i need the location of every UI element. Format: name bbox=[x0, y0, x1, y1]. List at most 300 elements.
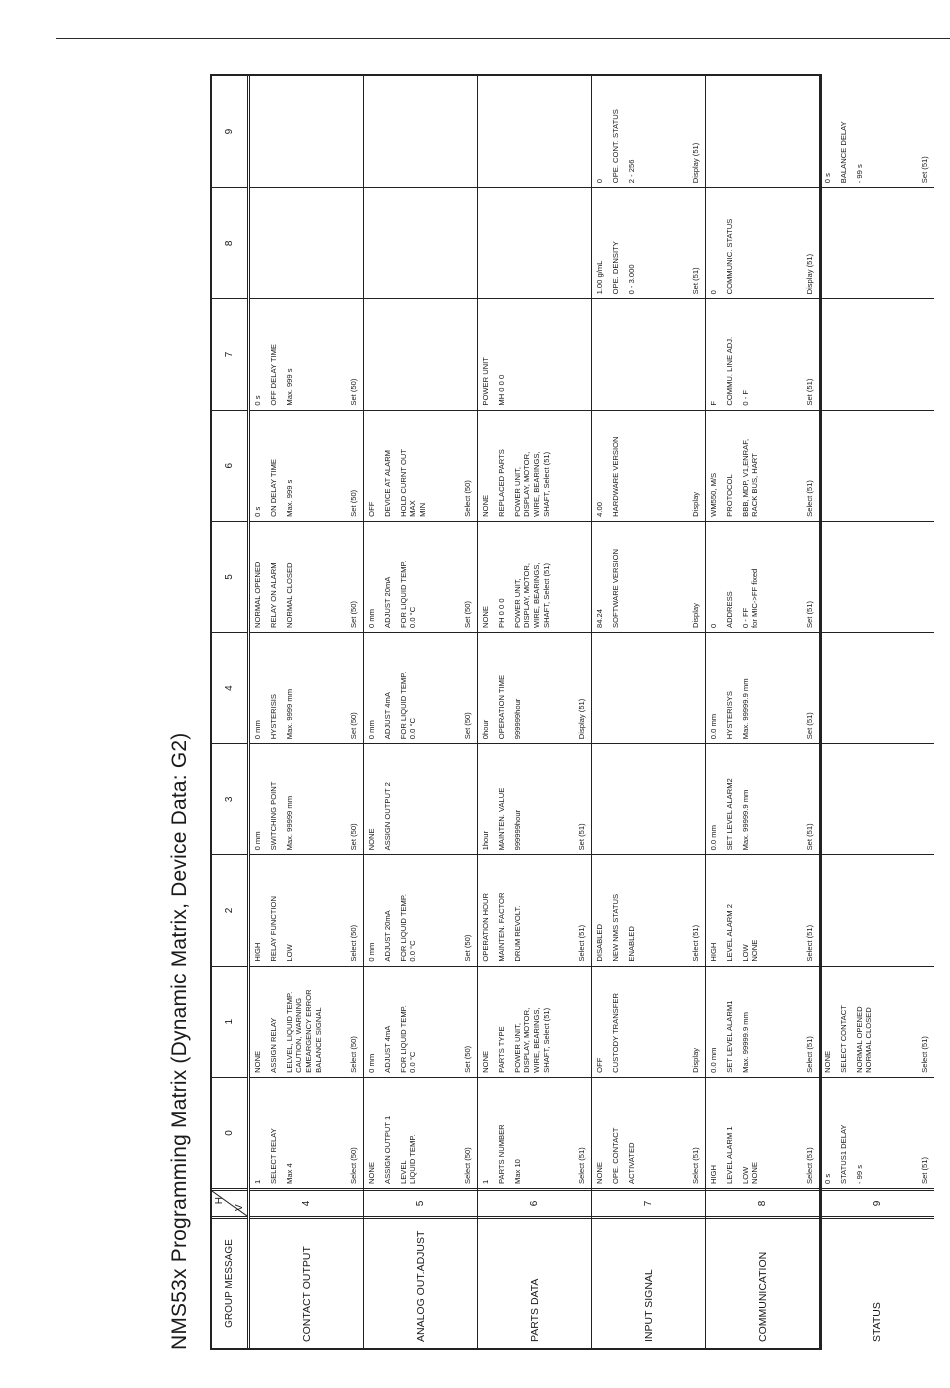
column-header-3: 3 bbox=[212, 743, 247, 854]
cell-access-mode: Display bbox=[691, 1047, 701, 1073]
cell-function-name bbox=[383, 191, 393, 294]
cell-default-value: NONE bbox=[253, 1050, 262, 1073]
cell-function-name bbox=[611, 636, 621, 739]
v-index-cell: 6 bbox=[478, 1188, 591, 1216]
cell-default-value: 0 mm bbox=[367, 1053, 376, 1073]
group-message-cell: CONTACT OUTPUT bbox=[250, 1216, 363, 1348]
cell-default-value: OPERATION HOUR bbox=[481, 892, 490, 962]
cell-access-mode: Display bbox=[691, 603, 701, 628]
cell-default-value bbox=[823, 302, 833, 405]
cell-default-value: NONE bbox=[481, 494, 490, 517]
column-header-5: 5 bbox=[212, 521, 247, 632]
cell-default-value: 1 bbox=[481, 1179, 490, 1184]
matrix-cell bbox=[364, 298, 477, 409]
table-row bbox=[592, 76, 706, 1348]
cell-range: 999999hour bbox=[512, 809, 522, 851]
cell-function-name: OPE. DENSITY bbox=[610, 241, 620, 295]
table-row bbox=[364, 76, 478, 1348]
matrix-cell bbox=[364, 1077, 477, 1188]
cell-range bbox=[855, 525, 865, 628]
matrix-cell bbox=[478, 187, 591, 298]
matrix-cell bbox=[478, 854, 591, 965]
cell-default-value: WM550, M/S bbox=[709, 472, 718, 517]
cell-access-mode: Set (51) bbox=[920, 156, 930, 184]
cell-function-name bbox=[611, 302, 621, 405]
cell-default-value: OFF bbox=[367, 501, 376, 517]
cell-default-value: NONE bbox=[367, 828, 376, 851]
h-label: H bbox=[214, 1197, 225, 1205]
matrix-cell bbox=[706, 521, 819, 632]
cell-function-name bbox=[725, 79, 735, 183]
cell-default-value: DISABLED bbox=[595, 924, 604, 962]
matrix-cell bbox=[364, 76, 477, 187]
cell-range: Max. 99999.9 mm bbox=[740, 678, 750, 740]
cell-function-name bbox=[839, 525, 849, 628]
cell-default-value bbox=[823, 747, 833, 850]
matrix-cell bbox=[820, 966, 934, 1077]
cell-function-name: LEVEL ALARM 2 bbox=[724, 904, 734, 962]
cell-range bbox=[627, 747, 637, 850]
cell-access-mode: Set (51) bbox=[691, 267, 701, 295]
matrix-cell bbox=[592, 187, 705, 298]
cell-default-value bbox=[823, 414, 833, 517]
cell-default-value: 0 bbox=[595, 178, 604, 184]
column-header-1: 1 bbox=[212, 966, 247, 1077]
cell-access-mode: Set (51) bbox=[805, 712, 815, 740]
column-header-2: 2 bbox=[212, 854, 247, 965]
matrix-cell bbox=[820, 410, 934, 521]
v-index-cell: 8 bbox=[706, 1188, 819, 1216]
cell-range: - 99 s bbox=[854, 1165, 864, 1184]
matrix-cell bbox=[592, 966, 705, 1077]
matrix-cell bbox=[706, 854, 819, 965]
cell-function-name bbox=[383, 302, 393, 405]
cell-function-name bbox=[839, 747, 849, 850]
cell-access-mode: Set (50) bbox=[349, 823, 359, 851]
cell-range: BBB, MDP, V1,ENRAF, RACK BUS, HART bbox=[740, 438, 760, 517]
matrix-cell bbox=[250, 521, 363, 632]
cell-range bbox=[741, 191, 751, 294]
cell-function-name bbox=[839, 191, 849, 294]
matrix-cell bbox=[820, 298, 934, 409]
cell-range: 0 - F bbox=[740, 389, 750, 406]
cell-access-mode: Display (51) bbox=[691, 142, 701, 184]
matrix-cell bbox=[706, 187, 819, 298]
cell-range: POWER UNIT, DISPLAY, MOTOR, WIRE, BEARINGS, SHAFT, Select (51) bbox=[512, 1007, 551, 1073]
group-message-cell: ANALOG OUT.ADJUST bbox=[364, 1216, 477, 1348]
cell-function-name: ADDRESS bbox=[724, 591, 734, 628]
v-label: V bbox=[234, 1204, 245, 1211]
matrix-cell bbox=[592, 854, 705, 965]
cell-range: 2 - 256 bbox=[626, 159, 636, 184]
cell-default-value: HIGH bbox=[709, 942, 718, 962]
cell-access-mode: Select (51) bbox=[577, 924, 587, 962]
cell-default-value: 0 s bbox=[253, 395, 262, 406]
group-message-cell: COMMUNICATION bbox=[706, 1216, 819, 1348]
cell-range bbox=[513, 79, 523, 183]
matrix-cell bbox=[706, 1077, 819, 1188]
v-index-cell: 5 bbox=[364, 1188, 477, 1216]
cell-function-name bbox=[839, 414, 849, 517]
cell-range: Max 4 bbox=[284, 1163, 294, 1184]
cell-function-name: ASSIGN OUTPUT 1 bbox=[382, 1115, 392, 1184]
cell-default-value: HIGH bbox=[709, 1165, 718, 1184]
column-header-0: 0 bbox=[212, 1077, 247, 1188]
cell-function-name: BALANCE DELAY bbox=[838, 121, 848, 184]
cell-function-name bbox=[269, 79, 279, 183]
matrix-cell bbox=[706, 76, 819, 187]
cell-access-mode: Select (51) bbox=[691, 1147, 701, 1184]
matrix-cell bbox=[478, 521, 591, 632]
cell-range: ACTIVATED bbox=[626, 1142, 636, 1184]
cell-default-value: 0 bbox=[709, 290, 718, 295]
matrix-cell bbox=[364, 632, 477, 743]
matrix-cell bbox=[706, 298, 819, 409]
cell-range: 0 - FF for MIC->FF fixed bbox=[740, 568, 760, 628]
column-header-7: 7 bbox=[212, 298, 247, 409]
cell-function-name: RELAY ON ALARM bbox=[268, 562, 278, 628]
column-header-8: 8 bbox=[212, 187, 247, 298]
cell-default-value bbox=[595, 747, 605, 850]
cell-range: FOR LIQUID TEMP. 0.0 °C bbox=[398, 1005, 418, 1073]
matrix-cell bbox=[478, 298, 591, 409]
cell-function-name: SELECT RELAY bbox=[268, 1128, 278, 1184]
matrix-cell bbox=[478, 632, 591, 743]
cell-access-mode: Set (50) bbox=[463, 600, 473, 628]
cell-function-name: OPERATION TIME bbox=[496, 674, 506, 740]
matrix-cell bbox=[592, 521, 705, 632]
cell-function-name bbox=[611, 747, 621, 850]
cell-default-value: 0 mm bbox=[367, 720, 376, 740]
cell-function-name: ADJUST 20mA bbox=[382, 576, 392, 628]
cell-range: LOW bbox=[284, 944, 294, 962]
cell-range bbox=[855, 747, 865, 850]
cell-range bbox=[627, 636, 637, 739]
cell-function-name: OPE. CONT. STATUS bbox=[610, 109, 620, 184]
cell-default-value: OFF bbox=[595, 1057, 604, 1073]
matrix-cell bbox=[364, 187, 477, 298]
cell-range: LOW NONE bbox=[740, 1162, 760, 1184]
matrix-cell bbox=[250, 76, 363, 187]
cell-function-name: OPE. CONTACT bbox=[610, 1127, 620, 1184]
matrix-cell bbox=[820, 1077, 934, 1188]
cell-access-mode: Set (51) bbox=[577, 823, 587, 851]
group-message-cell: STATUS bbox=[820, 1216, 934, 1348]
cell-access-mode: Set (50) bbox=[349, 378, 359, 406]
matrix-cell bbox=[820, 521, 934, 632]
cell-range: NORMAL OPENED NORMAL CLOSED bbox=[854, 1006, 874, 1073]
cell-function-name: PROTOCOL bbox=[724, 474, 734, 517]
cell-range: Max. 99999 mm bbox=[284, 795, 294, 851]
cell-access-mode: Select (50) bbox=[349, 1036, 359, 1073]
cell-default-value: 0.0 mm bbox=[709, 1047, 718, 1073]
cell-range: FOR LIQUID TEMP. 0.0 °C bbox=[398, 671, 418, 740]
matrix-cell bbox=[592, 1077, 705, 1188]
cell-function-name: ADJUST 20mA bbox=[382, 910, 392, 962]
cell-default-value: 0 s bbox=[253, 506, 262, 517]
cell-access-mode: Select (50) bbox=[463, 1147, 473, 1184]
cell-range: POWER UNIT, DISPLAY, MOTOR, WIRE, BEARINGS, SHAFT, Select (51) bbox=[512, 451, 551, 517]
v-index-cell: 9 bbox=[820, 1188, 934, 1216]
cell-access-mode: Set (50) bbox=[349, 489, 359, 517]
cell-function-name: OFF DELAY TIME bbox=[268, 344, 278, 406]
matrix-cell bbox=[706, 966, 819, 1077]
cell-function-name: HYSTERISYS bbox=[724, 691, 734, 740]
matrix-cell bbox=[364, 743, 477, 854]
cell-range: Max 10 bbox=[512, 1159, 522, 1184]
cell-function-name: CUSTODY TRANSFER bbox=[610, 993, 620, 1073]
matrix-cell bbox=[820, 743, 934, 854]
cell-range: LEVEL LIQUID TEMP. bbox=[398, 1134, 418, 1184]
cell-default-value: NONE bbox=[367, 1162, 376, 1184]
cell-access-mode: Set (51) bbox=[805, 378, 815, 406]
cell-access-mode: Display bbox=[691, 491, 701, 517]
cell-function-name bbox=[497, 79, 507, 183]
cell-range: Max. 9999 mm bbox=[284, 688, 294, 740]
cell-default-value bbox=[595, 636, 605, 739]
column-header-6: 6 bbox=[212, 410, 247, 521]
cell-range bbox=[399, 302, 409, 405]
matrix-cell bbox=[364, 521, 477, 632]
table-header bbox=[212, 76, 250, 1348]
cell-function-name: SWITCHING POINT bbox=[268, 781, 278, 851]
cell-range bbox=[627, 970, 637, 1073]
cell-range bbox=[513, 302, 523, 405]
cell-range: Max. 99999.9 mm bbox=[740, 789, 750, 851]
cell-range bbox=[399, 191, 409, 294]
cell-access-mode: Set (51) bbox=[805, 600, 815, 628]
cell-default-value: NORMAL OPENED bbox=[253, 561, 262, 628]
cell-default-value: 0hour bbox=[481, 719, 490, 740]
matrix-cell bbox=[364, 410, 477, 521]
matrix-cell bbox=[820, 854, 934, 965]
cell-default-value bbox=[367, 191, 377, 294]
matrix-cell bbox=[592, 743, 705, 854]
matrix-cell bbox=[706, 632, 819, 743]
cell-function-name: NEW NMS STATUS bbox=[610, 893, 620, 962]
cell-access-mode: Set (50) bbox=[463, 712, 473, 740]
cell-range: POWER UNIT, DISPLAY, MOTOR, WIRE, BEARINGS, SHAFT, Select (51) bbox=[512, 562, 551, 628]
cell-function-name: ASSIGN OUTPUT 2 bbox=[382, 782, 392, 851]
cell-function-name: COMMU. LINE ADJ. bbox=[724, 336, 734, 406]
matrix-cell bbox=[364, 966, 477, 1077]
cell-range bbox=[855, 191, 865, 294]
cell-default-value bbox=[823, 858, 833, 961]
matrix-cell bbox=[820, 187, 934, 298]
cell-default-value: 0 mm bbox=[367, 942, 376, 962]
cell-function-name: DEVICE AT ALARM bbox=[382, 449, 392, 517]
cell-range bbox=[285, 79, 295, 183]
matrix-cell bbox=[250, 854, 363, 965]
cell-default-value: 1 bbox=[253, 1179, 262, 1184]
cell-function-name: MAINTEN. VALUE bbox=[496, 787, 506, 851]
cell-range: FOR LIQUID TEMP. 0.0 °C bbox=[398, 893, 418, 962]
cell-default-value: 1.00 g/mL bbox=[595, 260, 604, 295]
cell-range bbox=[399, 747, 409, 850]
cell-default-value bbox=[367, 302, 377, 405]
matrix-cell bbox=[820, 632, 934, 743]
cell-function-name: HARDWARE VERSION bbox=[610, 436, 620, 517]
cell-default-value bbox=[253, 79, 263, 183]
cell-default-value: HIGH bbox=[253, 942, 262, 962]
cell-range bbox=[627, 525, 637, 628]
hv-corner-header bbox=[212, 1188, 247, 1216]
cell-range: Max. 999 s bbox=[284, 479, 294, 517]
cell-default-value: NONE bbox=[481, 606, 490, 628]
cell-default-value: 0 mm bbox=[367, 609, 376, 628]
cell-range bbox=[855, 414, 865, 517]
matrix-cell bbox=[706, 410, 819, 521]
cell-default-value: 0 s bbox=[823, 173, 832, 184]
cell-access-mode: Display (51) bbox=[805, 253, 815, 295]
cell-range bbox=[741, 79, 751, 183]
cell-function-name: COMMUNIC. STATUS bbox=[724, 218, 734, 295]
matrix-cell bbox=[478, 76, 591, 187]
column-header-9: 9 bbox=[224, 128, 235, 135]
group-message-header: GROUP MESSAGE bbox=[212, 1216, 247, 1348]
matrix-cell bbox=[478, 1077, 591, 1188]
cell-default-value: NONE bbox=[481, 1050, 490, 1073]
cell-default-value bbox=[709, 79, 719, 183]
cell-function-name: SET LEVEL ALARM1 bbox=[724, 1000, 734, 1073]
cell-access-mode: Set (50) bbox=[349, 600, 359, 628]
matrix-cell bbox=[592, 632, 705, 743]
cell-range: LOW NONE bbox=[740, 939, 760, 962]
matrix-cell bbox=[478, 410, 591, 521]
cell-function-name: STATUS1 DELAY bbox=[838, 1124, 848, 1184]
cell-default-value bbox=[481, 79, 491, 183]
v-index-cell: 7 bbox=[592, 1188, 705, 1216]
cell-function-name: PH 0 0 0 bbox=[496, 598, 506, 628]
cell-default-value: 1hour bbox=[481, 830, 490, 851]
rotated-page bbox=[168, 74, 930, 1350]
matrix-cell bbox=[250, 187, 363, 298]
cell-access-mode: Select (50) bbox=[349, 924, 359, 962]
matrix-cell bbox=[820, 76, 934, 187]
cell-range: Max. 999 s bbox=[284, 368, 294, 406]
cell-access-mode: Set (50) bbox=[463, 934, 473, 962]
cell-range bbox=[513, 191, 523, 294]
cell-access-mode: Select (51) bbox=[577, 1147, 587, 1184]
top-rule bbox=[56, 38, 950, 39]
matrix-cell bbox=[706, 743, 819, 854]
table-row bbox=[820, 76, 934, 1348]
cell-range: - 99 s bbox=[854, 164, 864, 184]
cell-access-mode: Set (51) bbox=[920, 1156, 930, 1184]
cell-range: NORMAL CLOSED bbox=[284, 562, 294, 628]
cell-default-value bbox=[481, 191, 491, 294]
cell-range: Max. 99999.9 mm bbox=[740, 1012, 750, 1073]
cell-function-name: HYSTERISIS bbox=[268, 694, 278, 740]
matrix-cell bbox=[250, 1077, 363, 1188]
cell-range bbox=[285, 191, 295, 294]
cell-function-name: ADJUST 4mA bbox=[382, 1025, 392, 1073]
cell-function-name bbox=[383, 79, 393, 183]
cell-function-name bbox=[497, 191, 507, 294]
cell-access-mode: Set (50) bbox=[349, 712, 359, 740]
matrix-cell bbox=[592, 410, 705, 521]
cell-function-name: REPLACED PARTS bbox=[496, 449, 506, 517]
matrix-cell bbox=[250, 410, 363, 521]
matrix-cell bbox=[478, 743, 591, 854]
cell-function-name: ADJUST 4mA bbox=[382, 692, 392, 740]
cell-access-mode: Set (50) bbox=[463, 1045, 473, 1073]
matrix-cell bbox=[364, 854, 477, 965]
table-row bbox=[478, 76, 592, 1348]
cell-range bbox=[627, 302, 637, 405]
cell-default-value: 0 s bbox=[823, 1173, 832, 1184]
cell-function-name bbox=[839, 302, 849, 405]
cell-access-mode: Select (50) bbox=[349, 1147, 359, 1184]
cell-default-value bbox=[253, 191, 263, 294]
cell-function-name bbox=[839, 858, 849, 961]
cell-range: HOLD CURNT OUT MAX MIN bbox=[398, 449, 428, 517]
cell-default-value: NONE bbox=[595, 1162, 604, 1184]
cell-access-mode: Select (51) bbox=[805, 1147, 815, 1184]
cell-default-value bbox=[367, 79, 377, 183]
group-message-cell: INPUT SIGNAL bbox=[592, 1216, 705, 1348]
cell-default-value: 0 bbox=[709, 623, 718, 628]
cell-access-mode: Select (51) bbox=[920, 1036, 930, 1073]
cell-default-value bbox=[595, 302, 605, 405]
group-message-cell: PARTS DATA bbox=[478, 1216, 591, 1348]
cell-range: DRUM REVOLT. bbox=[512, 905, 522, 962]
table-row bbox=[250, 76, 364, 1348]
cell-default-value: 0.0 mm bbox=[709, 713, 718, 740]
matrix-cell bbox=[250, 632, 363, 743]
cell-function-name: LEVEL ALARM 1 bbox=[724, 1126, 734, 1184]
cell-access-mode: Select (51) bbox=[805, 480, 815, 517]
cell-function-name: SET LEVEL ALARM2 bbox=[724, 778, 734, 851]
cell-access-mode: Select (51) bbox=[805, 924, 815, 962]
cell-function-name: RELAY FUNCTION bbox=[268, 896, 278, 962]
cell-default-value: NONE bbox=[823, 1050, 832, 1073]
cell-default-value bbox=[823, 191, 833, 294]
cell-function-name: PARTS TYPE bbox=[496, 1026, 506, 1073]
cell-default-value: F bbox=[709, 400, 718, 406]
cell-default-value: 84.24 bbox=[595, 608, 604, 628]
cell-default-value: POWER UNIT bbox=[481, 357, 490, 406]
table-row bbox=[706, 76, 820, 1348]
matrix-cell bbox=[478, 966, 591, 1077]
matrix-cell bbox=[250, 743, 363, 854]
cell-range: 0 - 3.000 bbox=[626, 264, 636, 295]
cell-function-name bbox=[839, 636, 849, 739]
cell-default-value: 0 mm bbox=[253, 831, 262, 851]
cell-range bbox=[855, 858, 865, 961]
cell-range: 999999hour bbox=[512, 698, 522, 740]
cell-function-name: ON DELAY TIME bbox=[268, 458, 278, 517]
cell-range bbox=[855, 302, 865, 405]
cell-default-value: 0.0 mm bbox=[709, 825, 718, 851]
column-header-4: 4 bbox=[212, 632, 247, 743]
cell-range bbox=[399, 79, 409, 183]
cell-function-name: MH 0 0 0 bbox=[496, 374, 506, 406]
cell-function-name: SELECT CONTACT bbox=[838, 1005, 848, 1073]
cell-access-mode: Select (50) bbox=[463, 480, 473, 517]
cell-default-value bbox=[823, 525, 833, 628]
matrix-cell bbox=[250, 298, 363, 409]
cell-range: LELVEL, LIQUID TEMP. CAUTION, WARNING EMEARGENCY ERROR BALANCE SIGNAL bbox=[284, 989, 323, 1073]
v-index-cell: 4 bbox=[250, 1188, 363, 1216]
cell-default-value bbox=[823, 636, 833, 739]
cell-access-mode: Select (51) bbox=[691, 924, 701, 962]
cell-access-mode: Set (51) bbox=[805, 823, 815, 851]
cell-function-name: PARTS NUMBER bbox=[496, 1124, 506, 1184]
matrix-cell bbox=[592, 76, 705, 187]
programming-matrix-table bbox=[210, 74, 930, 1350]
cell-function-name: MAINTEN. FACTOR bbox=[496, 892, 506, 962]
